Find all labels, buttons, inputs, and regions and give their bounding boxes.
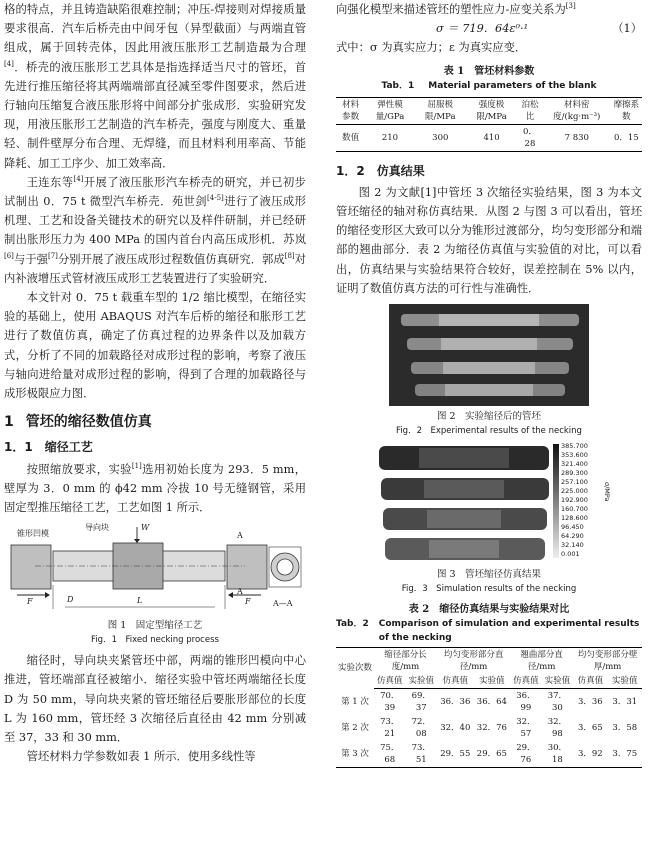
figure-1-caption-cn: 图 1 固定型缩径工艺 (107, 620, 203, 632)
paragraph: 王连东等[4]开展了液压胀形汽车桥壳的研究，并已初步试制出 0．75 t 微型汽车桥壳．苑世剑[4-5]进行了液压成形机理、工艺和设备关键技术的研究以及样件研制，并已经研制出胀形压力为 400 MPa 的国内首台内高压成形机．苏岚[6]与于强[7]分别开展了液压成形过程数值仿真研究．郭成[8]对内补液增压式管材液压成形工艺装置进行了实验研究． (4, 175, 306, 285)
label-die: 锥形凹模 (17, 529, 49, 539)
citation[interactable]: [4-5] (207, 194, 224, 203)
left-column (4, 0, 306, 767)
stress-legend (553, 442, 612, 566)
citation[interactable]: [3] (565, 2, 576, 11)
figure-2-caption-en: Fig．2 Experimental results of the necking (396, 426, 582, 437)
legend-unit: σ/MPa (603, 482, 612, 502)
label-L: L (137, 596, 143, 606)
label-guide: 导向块 (85, 523, 109, 533)
label-section: A—A (273, 599, 293, 609)
citation[interactable]: [4] (4, 59, 14, 68)
table-2: 实验次数 缩径部分长度/mm 均匀变形部分直径/mm 翘曲部分直径/mm 均匀变形部分壁厚/mm 仿真值 实验值 仿真值 实验值 仿真值 实验值 仿真值 实验值 第 1 次 70．39 69．37 36．36 36．64 36．99 37．30 3．36 3．31 第 2 次 73．21 72．08 32．40 32．76 32．57 32．98 3．65 3．58 第 3 次 75．68 73．51 29．55 29．65 29．76 30．18 3．92 3．75 (336, 647, 642, 768)
citation[interactable]: [1] (131, 461, 142, 470)
figure-3-caption-cn: 图 3 管坯缩径仿真结果 (436, 569, 542, 581)
legend-values: 385.700 353.600 321.400 289.300 257.100 225.000 192.900 160.700 128.600 96.450 64.290 32.140 0.001 (561, 442, 588, 559)
label-D: D (67, 595, 74, 605)
equation-1: σ ＝ 719．64ε⁰·¹ （1） (436, 22, 642, 36)
legend-colorbar (553, 444, 559, 558)
label-A-top: A (237, 531, 243, 541)
paragraph: 图 2 为文献[1]中管坯 3 次缩径实验结果，图 3 为本文管坯缩径的轴对称仿真结果．从图 2 与图 3 可以看出，管坯的缩径变形区大致可以分为锥形过渡部分，均匀变形部分和端部的翘曲部分．表 2 为缩径仿真值与实验值的对比，可以看出，仿真结果与实验结果符合较好，误差控制在 5% 以内，证明了数值仿真方法的可行性与准确性． (336, 185, 642, 295)
paragraph: 式中：σ 为真实应力；ε 为真实应变． (336, 41, 527, 55)
simulation-tubes (369, 446, 549, 570)
table-row: 第 3 次 75．68 73．51 29．55 29．65 29．76 30．18 3．92 3．75 (341, 743, 638, 766)
label-A-bottom: A (237, 587, 243, 597)
figure-3-caption-en: Fig．3 Simulation results of the necking (401, 584, 577, 595)
paragraph: 缩径时，导向块夹紧管坯中部，两端的锥形凹模向中心推进，管坯端部直径被缩小．缩径实验中管坯两端缩径长度 D 为 50 mm，导向块夹紧的管坯缩径后要胀形部位的长度 L 为 160 mm，管坯经 3 次缩径后直径由 42 mm 分别减至 37，33 和 30 mm． (4, 654, 306, 745)
table-1-caption-en: Tab．1 Material parameters of the blank (381, 80, 597, 91)
table-1-caption-cn: 表 1 管坯材料参数 (443, 65, 535, 77)
figure-3 (369, 442, 612, 566)
table-row: 数值 210 300 410 0．28 7 830 0．15 (342, 126, 639, 149)
right-column (336, 0, 642, 768)
paragraph: 本文针对 0．75 t 载重车型的 1/2 缩比模型，在缩径实验的基础上，使用 ABAQUS 对汽车后桥的缩径和胀形工艺进行了数值仿真，确定了仿真过程的边界条件以及加载方式，分析了不同的加载路径对成形过程的影响，考察了液压与轴向进给量对成形过程的影响，得到了合理的加载路径与成形极限应力图． (4, 291, 306, 401)
label-W: W (141, 523, 150, 533)
subsection-heading: 1．1 缩径工艺 (4, 440, 93, 455)
table-2-caption-cn: 表 2 缩径仿真结果与实验结果对比 (408, 604, 570, 616)
label-F-left: F (27, 597, 33, 607)
figure-2-caption-cn: 图 2 实验缩径后的管坯 (436, 411, 542, 423)
subsection-heading: 1．2 仿真结果 (336, 163, 425, 178)
section-heading: 1 管坯的缩径数值仿真 (4, 414, 152, 431)
table-2-caption-en: Tab．2 Comparison of simulation and experimental results of the necking (336, 619, 640, 644)
paragraph: 按照缩放要求，实验[1]选用初始长度为 293．5 mm，壁厚为 3．0 mm 的 ϕ42 mm 冷拔 10 号无缝钢管，采用固定型推压缩径工艺，工艺如图 1 所示． (4, 461, 306, 515)
table-1: 材料参数 弹性模量/GPa 屈服极限/MPa 强度极限/MPa 泊松比 材料密度/(kg·m⁻³) 摩擦系数 数值 210 300 410 0．28 7 830 0．15 (336, 97, 642, 152)
paragraph: 向强化模型来描述管坯的塑性应力-应变关系为[3] (336, 2, 576, 16)
citation[interactable]: [4] (73, 175, 84, 184)
label-F-right: F (245, 597, 251, 607)
figure-1 (5, 523, 305, 615)
table-row: 第 2 次 73．21 72．08 32．40 32．76 32．57 32．98 3．65 3．58 (341, 717, 638, 740)
table-row: 第 1 次 70．39 69．37 36．36 36．64 36．99 37．30 3．36 3．31 (341, 691, 638, 714)
figure-1-caption-en: Fig．1 Fixed necking process (91, 635, 219, 646)
citation[interactable]: [6] (4, 251, 14, 260)
figure-2-photo (389, 304, 589, 406)
citation[interactable]: [8] (284, 251, 295, 260)
citation[interactable]: [7] (47, 251, 58, 260)
paragraph: 格的特点，并且铸造缺陷很难控制；冲压-焊接则对焊接质量要求很高．汽车后桥壳由中间牙包（异型截面）与两端直管组成，属于回转壳体，因此用液压胀形工艺制造最为合理[4]．桥壳的液压胀形工艺具体是指选择适当尺寸的管坯，首先进行推压缩径将其两端端部直径减至零件图要求，然后进行轴向压缩复合液压胀形将中间部分扩张成形．实验研究发现，用液压胀形工艺制造的汽车桥壳，强度与刚度大、重量轻、制件壁厚分布合理、无焊缝，而且材料利用率高、节能降耗、加工工序少、加工效率高． (4, 3, 306, 170)
paragraph: 管坯材料力学参数如表 1 所示．使用多线性等 (26, 750, 256, 764)
necked-tubes-photo (389, 304, 589, 406)
fixed-necking-diagram (5, 523, 305, 615)
